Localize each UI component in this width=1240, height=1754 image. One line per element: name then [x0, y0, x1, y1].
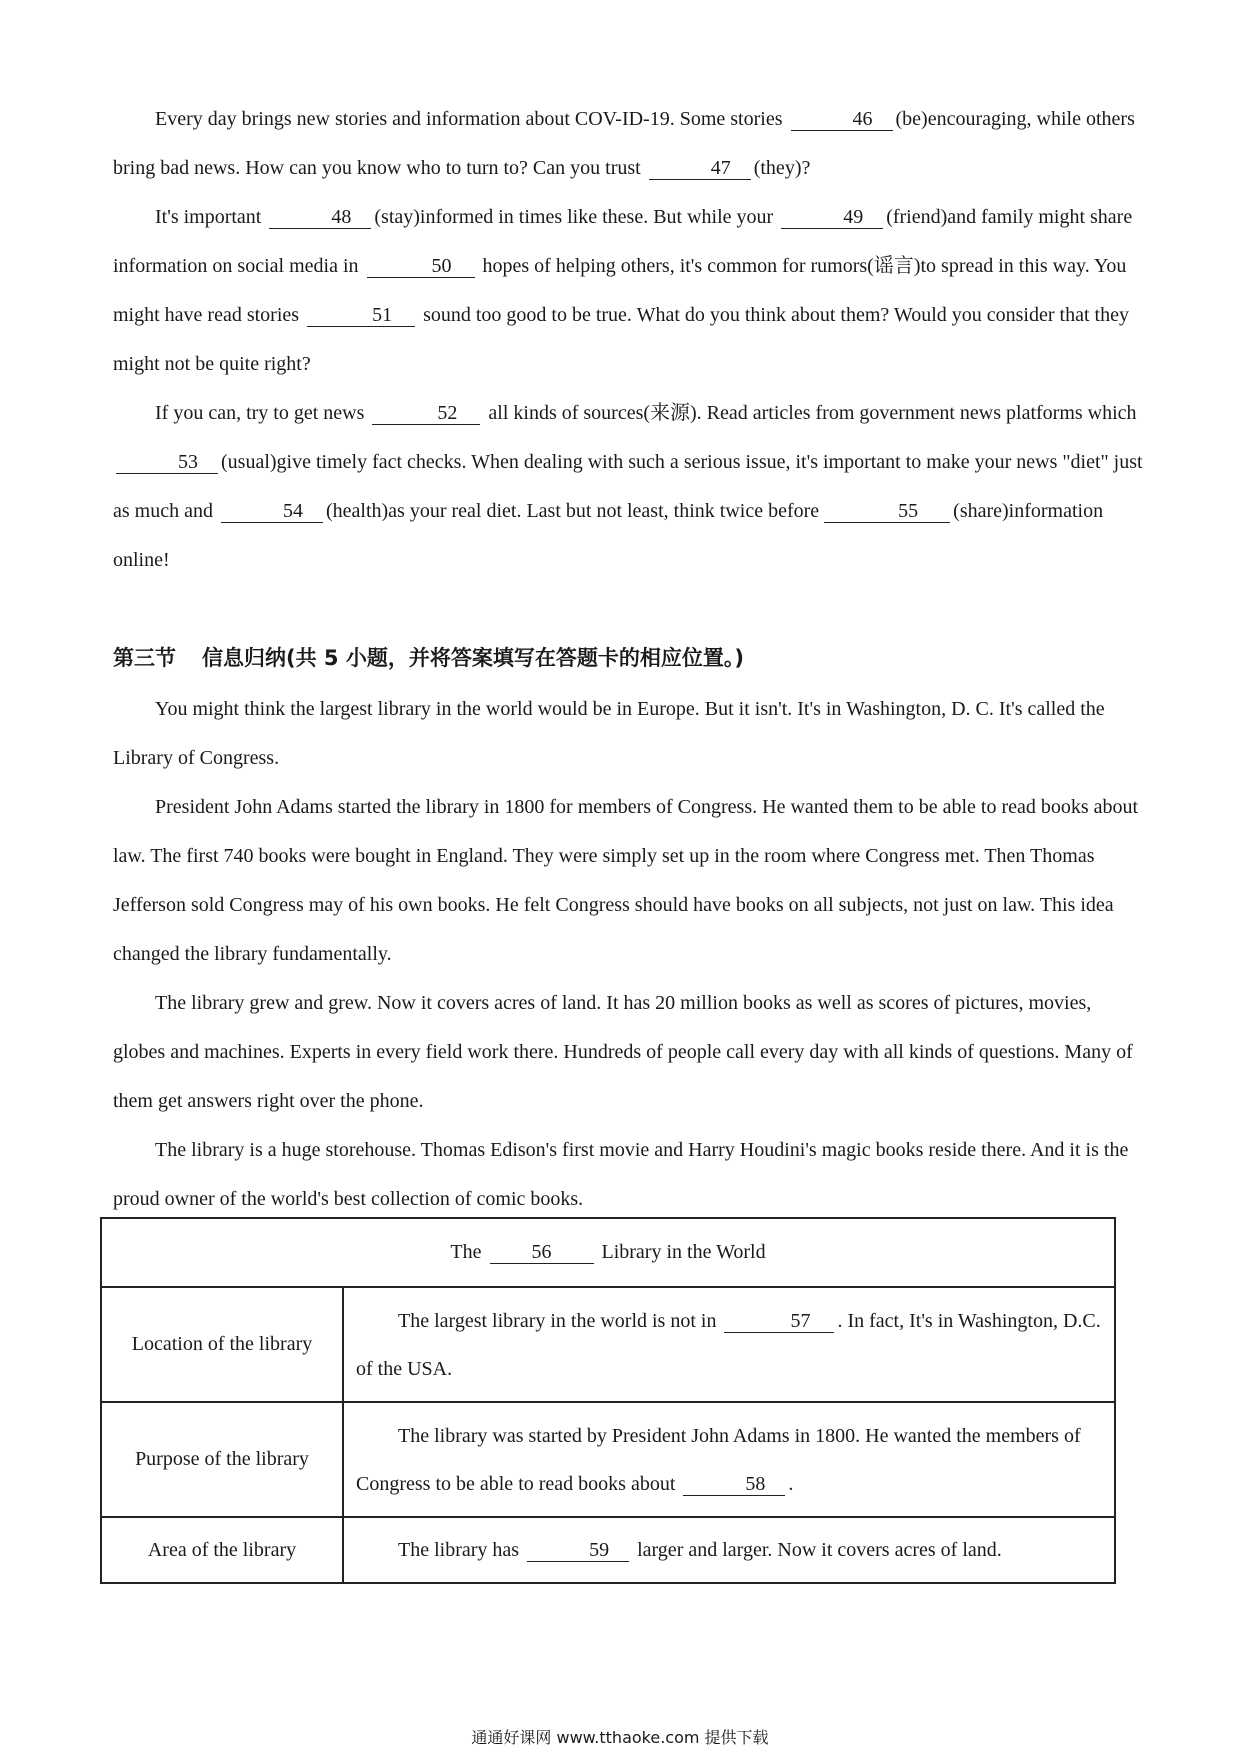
row-content-area: The library has 59 larger and larger. Now it covers acres of land.: [343, 1517, 1115, 1583]
passage2-para4: The library is a huge storehouse. Thomas Edison's first movie and Harry Houdini's magic books reside there. And it is the proud owner of the world's best collection of comic books.: [113, 1139, 1129, 1210]
blank-46[interactable]: 46: [791, 108, 893, 131]
blank-56[interactable]: 56: [490, 1241, 594, 1264]
blank-52[interactable]: 52: [372, 402, 480, 425]
row-label-area: Area of the library: [101, 1517, 343, 1583]
passage1-para3: If you can, try to get news 52 all kinds of sources(来源). Read articles from government news platforms which 53 (usual)give timely fact checks. When dealing with such a serious issue, it's important to make your news "diet" just as much and 54 (health)as your real diet. Last but not least, think twice before 55 (share)information online!: [113, 402, 1143, 571]
blank-48[interactable]: 48: [269, 206, 371, 229]
passage2-para1: You might think the largest library in the world would be in Europe. But it isn't. It's in Washington, D. C. It's called the Library of Congress.: [113, 698, 1105, 769]
passage2-para2: President John Adams started the library in 1800 for members of Congress. He wanted them to be able to read books about law. The first 740 books were bought in England. They were simply set up in the room where Congress met. Then Thomas Jefferson sold Congress may of his own books. He felt Congress should have books on all subjects, not just on law. This idea changed the library fundamentally.: [113, 796, 1139, 965]
row-label-location: Location of the library: [101, 1287, 343, 1402]
blank-50[interactable]: 50: [367, 255, 475, 278]
blank-49[interactable]: 49: [781, 206, 883, 229]
footer-source: 通通好课网 www.tthaoke.com 提供下载: [471, 1728, 769, 1747]
row-content-purpose: The library was started by President John Adams in 1800. He wanted the members of Congress to be able to read books about 58 .: [343, 1402, 1115, 1517]
passage1-para2: It's important 48 (stay)informed in times like these. But while your 49 (friend)and family might share information on social media in 50 hopes of helping others, it's common for rumors(谣言)to spread in this way. You might have read stories 51 sound too good to be true. What do you think about them? Would you consider that they might not be quite right?: [113, 206, 1133, 375]
blank-51[interactable]: 51: [307, 304, 415, 327]
blank-59[interactable]: 59: [527, 1539, 629, 1562]
passage2-para3: The library grew and grew. Now it covers acres of land. It has 20 million books as well as scores of pictures, movies, globes and machines. Experts in every field work there. Hundreds of people call every day with all kinds of questions. Many of them get answers right over the phone.: [113, 992, 1133, 1112]
blank-55[interactable]: 55: [824, 500, 950, 523]
blank-47[interactable]: 47: [649, 157, 751, 180]
table-row: [101, 1517, 1115, 1583]
blank-53[interactable]: 53: [116, 451, 218, 474]
blank-58[interactable]: 58: [683, 1473, 785, 1496]
table-row: [101, 1287, 1115, 1402]
row-content-location: The largest library in the world is not in 57 . In fact, It's in Washington, D.C. of the USA.: [343, 1287, 1115, 1402]
passage1-para1: Every day brings new stories and information about COV-ID-19. Some stories 46 (be)encouraging, while others bring bad news. How can you know who to turn to? Can you trust 47 (they)?: [113, 108, 1135, 179]
summary-table: [100, 1217, 1116, 1584]
table-row: [101, 1402, 1115, 1517]
table-title-row: [101, 1218, 1115, 1287]
row-label-purpose: Purpose of the library: [101, 1402, 343, 1517]
blank-57[interactable]: 57: [724, 1310, 834, 1333]
table-title: The 56 Library in the World: [101, 1218, 1115, 1287]
blank-54[interactable]: 54: [221, 500, 323, 523]
section-heading: 第三节 信息归纳(共 5 小题，并将答案填写在答题卡的相应位置。): [113, 646, 744, 670]
